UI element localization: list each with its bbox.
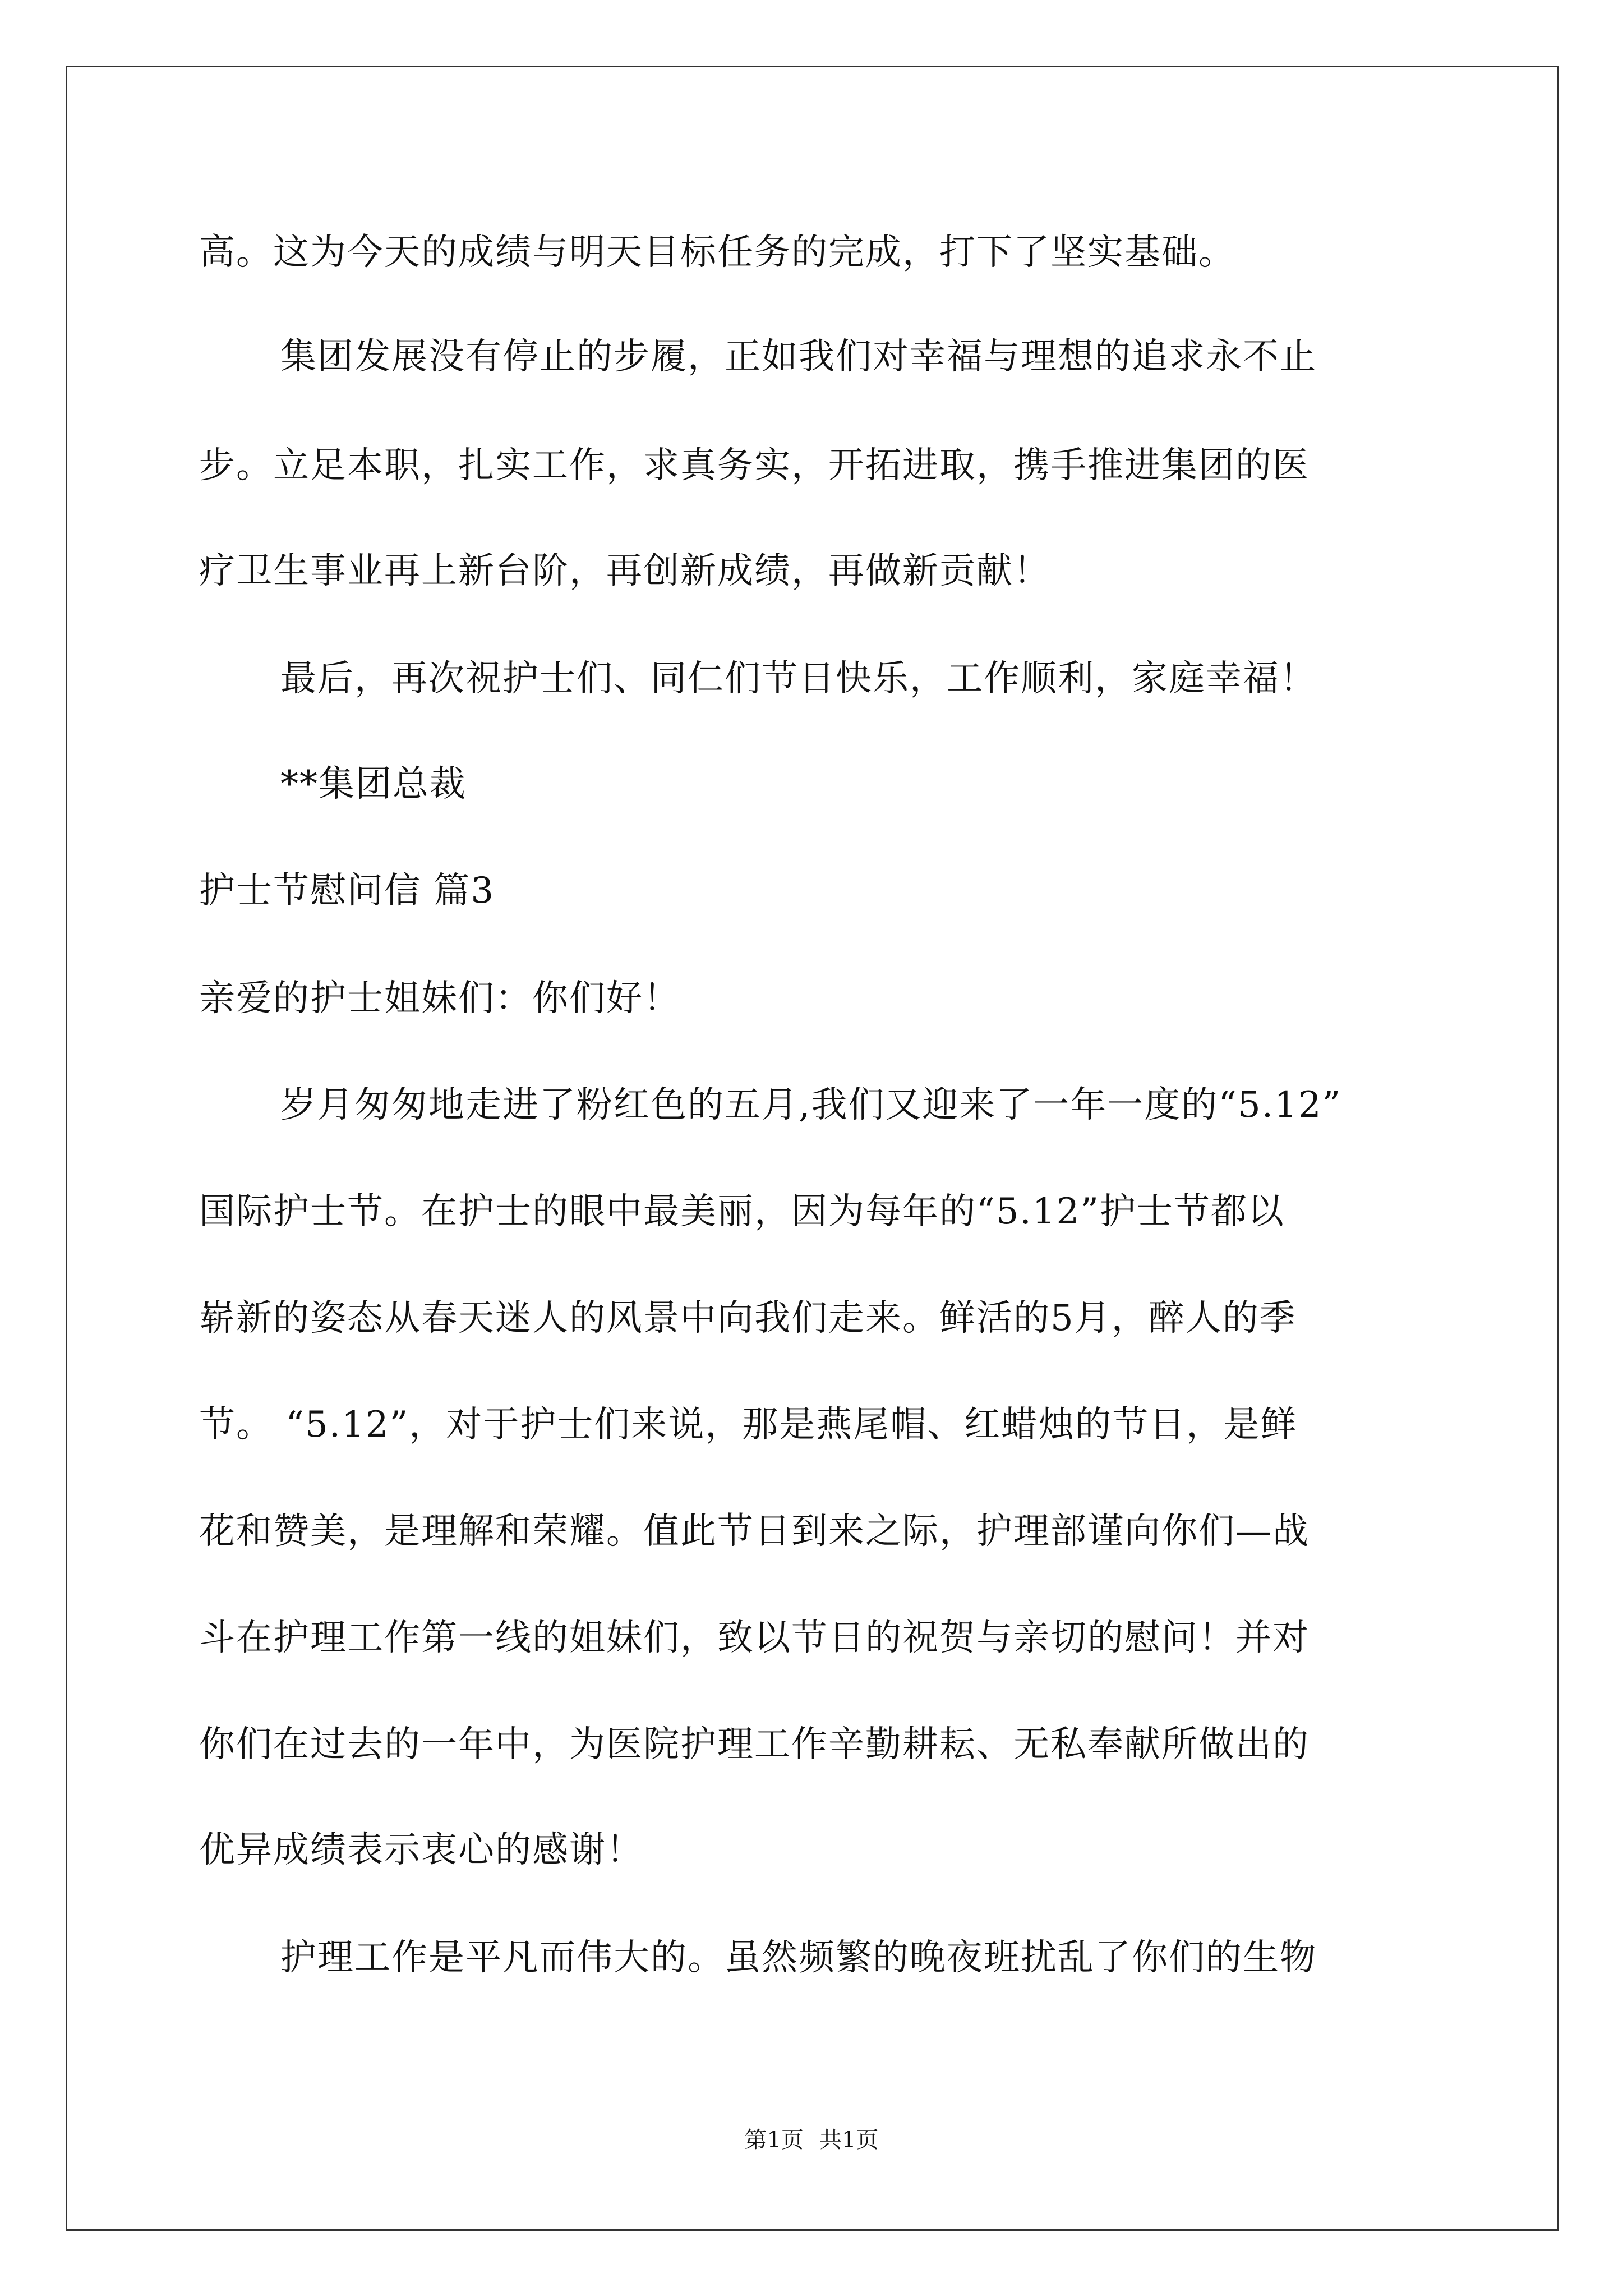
page-border xyxy=(66,66,1559,2231)
text-line: 集团发展没有停止的步履，正如我们对幸福与理想的追求永不止 xyxy=(280,336,1317,378)
salutation: 亲爱的护士姐妹们：你们好！ xyxy=(199,978,680,1019)
page-total: 共1页 xyxy=(819,2127,879,2153)
section-heading: 护士节慰问信 篇3 xyxy=(199,870,495,912)
text-line: 步。立足本职，扎实工作，求真务实，开拓进取，携手推进集团的医 xyxy=(199,445,1310,486)
text-line: 节。 “5.12”，对于护士们来说，那是燕尾帽、红蜡烛的节日，是鲜 xyxy=(199,1404,1298,1446)
text-line: 优异成绩表示衷心的感谢！ xyxy=(199,1829,643,1871)
text-line: 岁月匆匆地走进了粉红色的五月,我们又迎来了一年一度的“5.12” xyxy=(280,1084,1342,1126)
text-line: 斗在护理工作第一线的姐妹们，致以节日的祝贺与亲切的慰问！并对 xyxy=(199,1617,1310,1659)
text-line: 疗卫生事业再上新台阶，再创新成绩，再做新贡献！ xyxy=(199,550,1050,592)
text-line: 国际护士节。在护士的眼中最美丽，因为每年的“5.12”护士节都以 xyxy=(199,1191,1285,1232)
text-line: 最后，再次祝护士们、同仁们节日快乐，工作顺利，家庭幸福！ xyxy=(280,658,1317,700)
text-line: 崭新的姿态从春天迷人的风景中向我们走来。鲜活的5月，醉人的季 xyxy=(199,1297,1297,1339)
page-number: 第1页 xyxy=(744,2127,804,2153)
text-line: 高。这为今天的成绩与明天目标任务的完成，打下了坚实基础。 xyxy=(199,232,1235,273)
signature-line: **集团总裁 xyxy=(280,763,467,805)
text-line: 花和赞美，是理解和荣耀。值此节日到来之际，护理部谨向你们—战 xyxy=(199,1511,1310,1552)
page-footer xyxy=(0,2126,1623,2154)
text-line: 你们在过去的一年中，为医院护理工作辛勤耕耘、无私奉献所做出的 xyxy=(199,1724,1310,1765)
text-line: 护理工作是平凡而伟大的。虽然频繁的晚夜班扰乱了你们的生物 xyxy=(280,1937,1317,1978)
